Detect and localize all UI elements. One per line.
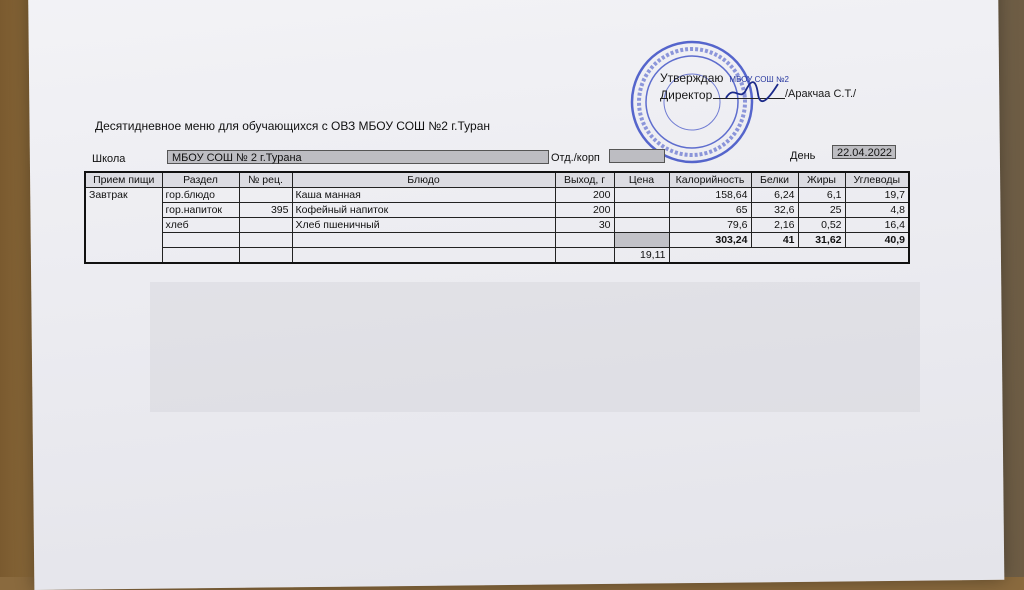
column-header: Выход, г bbox=[555, 172, 614, 188]
menu-table bbox=[84, 171, 910, 264]
total-calories-cell: 303,24 bbox=[669, 233, 751, 248]
empty-cell bbox=[751, 248, 798, 264]
approval-label: Утверждаю bbox=[660, 71, 724, 85]
price-cell bbox=[614, 218, 669, 233]
fat-cell: 25 bbox=[798, 203, 845, 218]
output-cell: 200 bbox=[555, 188, 614, 203]
column-header: № рец. bbox=[239, 172, 292, 188]
director-label: Директор bbox=[660, 88, 713, 102]
empty-cell bbox=[614, 233, 669, 248]
totals-row bbox=[85, 233, 909, 248]
total-protein-cell: 41 bbox=[751, 233, 798, 248]
meal-cell: Завтрак bbox=[85, 188, 162, 264]
recipe-cell: 395 bbox=[239, 203, 292, 218]
column-header: Цена bbox=[614, 172, 669, 188]
calories-cell: 158,64 bbox=[669, 188, 751, 203]
section-cell: хлеб bbox=[162, 218, 239, 233]
carbs-cell: 4,8 bbox=[845, 203, 909, 218]
empty-cell bbox=[798, 248, 845, 264]
column-header: Белки bbox=[751, 172, 798, 188]
protein-cell: 2,16 bbox=[751, 218, 798, 233]
signature-icon bbox=[722, 78, 782, 106]
protein-cell: 6,24 bbox=[751, 188, 798, 203]
fat-cell: 6,1 bbox=[798, 188, 845, 203]
empty-cell bbox=[292, 233, 555, 248]
fat-cell: 0,52 bbox=[798, 218, 845, 233]
output-cell: 30 bbox=[555, 218, 614, 233]
price-cell bbox=[614, 203, 669, 218]
price-cell bbox=[614, 188, 669, 203]
calories-cell: 79,6 bbox=[669, 218, 751, 233]
table-header-row bbox=[85, 172, 909, 188]
column-header: Блюдо bbox=[292, 172, 555, 188]
empty-cell bbox=[555, 248, 614, 264]
school-field: МБОУ СОШ № 2 г.Турана bbox=[167, 150, 549, 164]
total-fat-cell: 31,62 bbox=[798, 233, 845, 248]
day-field: 22.04.2022 bbox=[832, 145, 896, 159]
department-field bbox=[609, 149, 665, 163]
page-title: Десятидневное меню для обучающихся с ОВЗ МБОУ СОШ №2 г.Туран bbox=[95, 119, 490, 133]
table-row bbox=[85, 203, 909, 218]
school-label: Школа bbox=[92, 153, 126, 165]
stamp-school-short: МБОУ СОШ №2 bbox=[729, 75, 790, 84]
price-total-cell: 19,11 bbox=[614, 248, 669, 264]
empty-cell bbox=[669, 248, 751, 264]
section-cell: гор.блюдо bbox=[162, 188, 239, 203]
day-label: День bbox=[790, 150, 816, 162]
dish-cell: Хлеб пшеничный bbox=[292, 218, 555, 233]
faint-background-print bbox=[150, 282, 920, 412]
column-header: Жиры bbox=[798, 172, 845, 188]
column-header: Калорийность bbox=[669, 172, 751, 188]
empty-cell bbox=[292, 248, 555, 264]
section-cell: гор.напиток bbox=[162, 203, 239, 218]
recipe-cell bbox=[239, 218, 292, 233]
price-total-row bbox=[85, 248, 909, 264]
total-carbs-cell: 40,9 bbox=[845, 233, 909, 248]
recipe-cell bbox=[239, 188, 292, 203]
director-name: /Аракчаа С.Т./ bbox=[785, 88, 857, 100]
empty-cell bbox=[555, 233, 614, 248]
empty-cell bbox=[162, 233, 239, 248]
table-row bbox=[85, 188, 909, 203]
dish-cell: Кофейный напиток bbox=[292, 203, 555, 218]
empty-cell bbox=[239, 248, 292, 264]
carbs-cell: 19,7 bbox=[845, 188, 909, 203]
department-label: Отд./корп bbox=[551, 152, 600, 164]
carbs-cell: 16,4 bbox=[845, 218, 909, 233]
empty-cell bbox=[239, 233, 292, 248]
protein-cell: 32,6 bbox=[751, 203, 798, 218]
calories-cell: 65 bbox=[669, 203, 751, 218]
column-header: Раздел bbox=[162, 172, 239, 188]
empty-cell bbox=[162, 248, 239, 264]
dish-cell: Каша манная bbox=[292, 188, 555, 203]
column-header: Углеводы bbox=[845, 172, 909, 188]
output-cell: 200 bbox=[555, 203, 614, 218]
column-header: Прием пищи bbox=[85, 172, 162, 188]
table-row bbox=[85, 218, 909, 233]
empty-cell bbox=[845, 248, 909, 264]
